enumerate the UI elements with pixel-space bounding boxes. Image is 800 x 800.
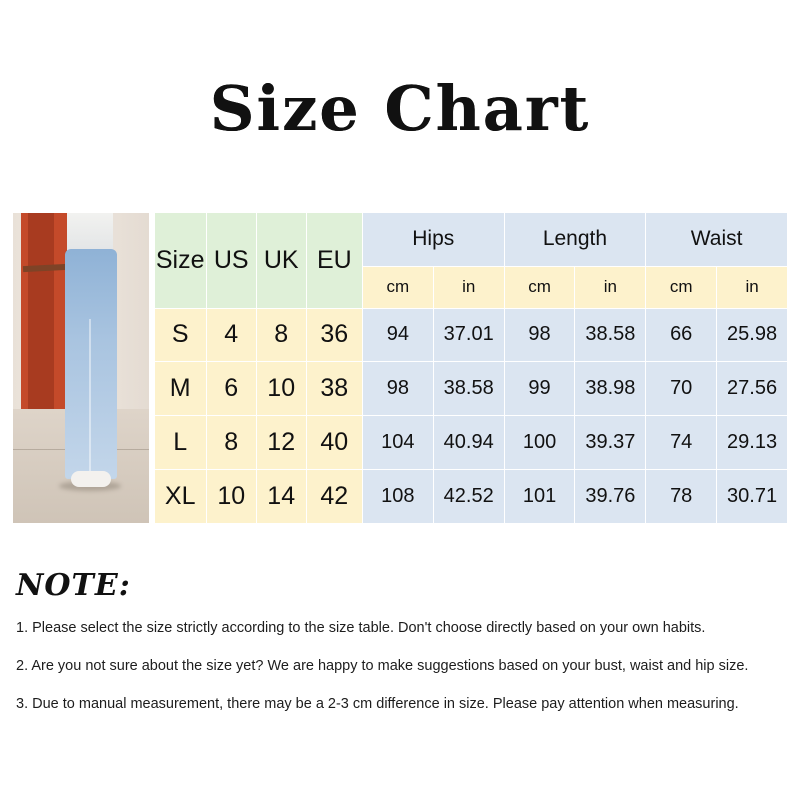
header-hips-cm: cm — [362, 266, 433, 308]
header-uk: UK — [256, 213, 306, 309]
cell-us: 8 — [206, 416, 256, 470]
cell-hips-cm: 98 — [362, 362, 433, 416]
cell-waist-in: 29.13 — [717, 416, 788, 470]
cell-waist-cm: 70 — [646, 362, 717, 416]
cell-eu: 36 — [306, 308, 362, 362]
header-group-length: Length — [504, 213, 646, 267]
header-waist-in: in — [717, 266, 788, 308]
cell-size: S — [154, 308, 206, 362]
size-chart-table — [12, 212, 788, 524]
cell-waist-in: 25.98 — [717, 308, 788, 362]
photo-model-jeans — [65, 249, 117, 479]
cell-length-in: 38.58 — [575, 308, 646, 362]
cell-us: 4 — [206, 308, 256, 362]
header-size: Size — [154, 213, 206, 309]
header-length-in: in — [575, 266, 646, 308]
note-line-2: 2. Are you not sure about the size yet? We are happy to make suggestions based on your bust, waist and hip size. — [16, 658, 749, 675]
cell-hips-cm: 104 — [362, 416, 433, 470]
product-photo-cell — [13, 213, 155, 524]
cell-waist-in: 30.71 — [717, 470, 788, 524]
cell-size: XL — [154, 470, 206, 524]
cell-eu: 38 — [306, 362, 362, 416]
cell-us: 10 — [206, 470, 256, 524]
cell-length-in: 39.37 — [575, 416, 646, 470]
note-line-3: 3. Due to manual measurement, there may be a 2-3 cm difference in size. Please pay attention when measuring. — [16, 696, 739, 713]
cell-uk: 10 — [256, 362, 306, 416]
cell-waist-in: 27.56 — [717, 362, 788, 416]
cell-eu: 40 — [306, 416, 362, 470]
cell-length-cm: 99 — [504, 362, 575, 416]
cell-hips-in: 40.94 — [433, 416, 504, 470]
cell-length-cm: 101 — [504, 470, 575, 524]
cell-length-in: 38.98 — [575, 362, 646, 416]
note-section — [16, 568, 786, 733]
table-header-row-primary — [13, 213, 788, 267]
header-eu: EU — [306, 213, 362, 309]
header-group-waist: Waist — [646, 213, 788, 267]
product-photo — [13, 213, 149, 523]
note-heading: NOTE: — [16, 568, 131, 603]
size-chart-table-container — [12, 212, 788, 524]
header-waist-cm: cm — [646, 266, 717, 308]
cell-length-cm: 100 — [504, 416, 575, 470]
cell-size: L — [154, 416, 206, 470]
cell-eu: 42 — [306, 470, 362, 524]
cell-uk: 12 — [256, 416, 306, 470]
cell-length-in: 39.76 — [575, 470, 646, 524]
cell-uk: 8 — [256, 308, 306, 362]
header-hips-in: in — [433, 266, 504, 308]
header-length-cm: cm — [504, 266, 575, 308]
page-title: Size Chart — [209, 72, 591, 145]
cell-uk: 14 — [256, 470, 306, 524]
cell-waist-cm: 66 — [646, 308, 717, 362]
cell-hips-cm: 94 — [362, 308, 433, 362]
cell-waist-cm: 78 — [646, 470, 717, 524]
note-line-1: 1. Please select the size strictly according to the size table. Don't choose directly based on your own habits. — [16, 620, 706, 636]
cell-hips-in: 38.58 — [433, 362, 504, 416]
cell-size: M — [154, 362, 206, 416]
cell-length-cm: 98 — [504, 308, 575, 362]
cell-waist-cm: 74 — [646, 416, 717, 470]
photo-model-shoe — [71, 471, 111, 487]
cell-hips-in: 42.52 — [433, 470, 504, 524]
header-group-hips: Hips — [362, 213, 504, 267]
header-us: US — [206, 213, 256, 309]
cell-hips-in: 37.01 — [433, 308, 504, 362]
cell-hips-cm: 108 — [362, 470, 433, 524]
cell-us: 6 — [206, 362, 256, 416]
